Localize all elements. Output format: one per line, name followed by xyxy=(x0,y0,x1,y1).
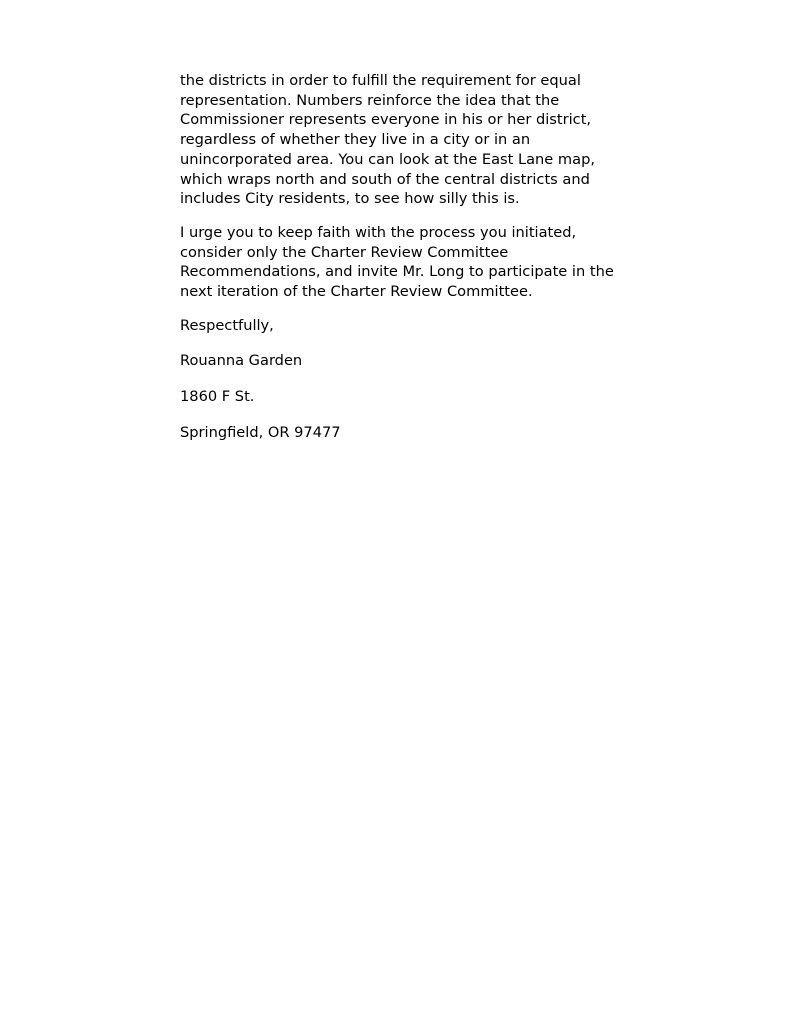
paragraph-line: next iteration of the Charter Review Committee. xyxy=(180,283,533,301)
closing-salutation: Respectfully, xyxy=(180,316,274,334)
paragraph-line: unincorporated area. You can look at the East Lane map, xyxy=(180,150,595,168)
address-street: 1860 F St. xyxy=(180,388,255,406)
letter-body xyxy=(180,71,620,459)
paragraph-line: Recommendations, and invite Mr. Long to participate in the xyxy=(180,263,614,281)
paragraph-line: consider only the Charter Review Committee xyxy=(180,243,509,261)
body-paragraph-1 xyxy=(180,71,620,209)
paragraph-line: representation. Numbers reinforce the idea that the xyxy=(180,91,560,109)
paragraph-line: regardless of whether they live in a city or in an xyxy=(180,131,531,149)
paragraph-line: I urge you to keep faith with the process you initiated, xyxy=(180,223,577,241)
body-paragraph-2 xyxy=(180,223,620,302)
signature-name: Rouanna Garden xyxy=(180,352,303,370)
paragraph-line: the districts in order to fulfill the requirement for equal xyxy=(180,72,581,89)
paragraph-line: which wraps north and south of the central districts and xyxy=(180,170,590,188)
paragraph-line: includes City residents, to see how silly this is. xyxy=(180,190,520,208)
address-city: Springfield, OR 97477 xyxy=(180,423,341,441)
paragraph-line: Commissioner represents everyone in his or her district, xyxy=(180,111,592,129)
